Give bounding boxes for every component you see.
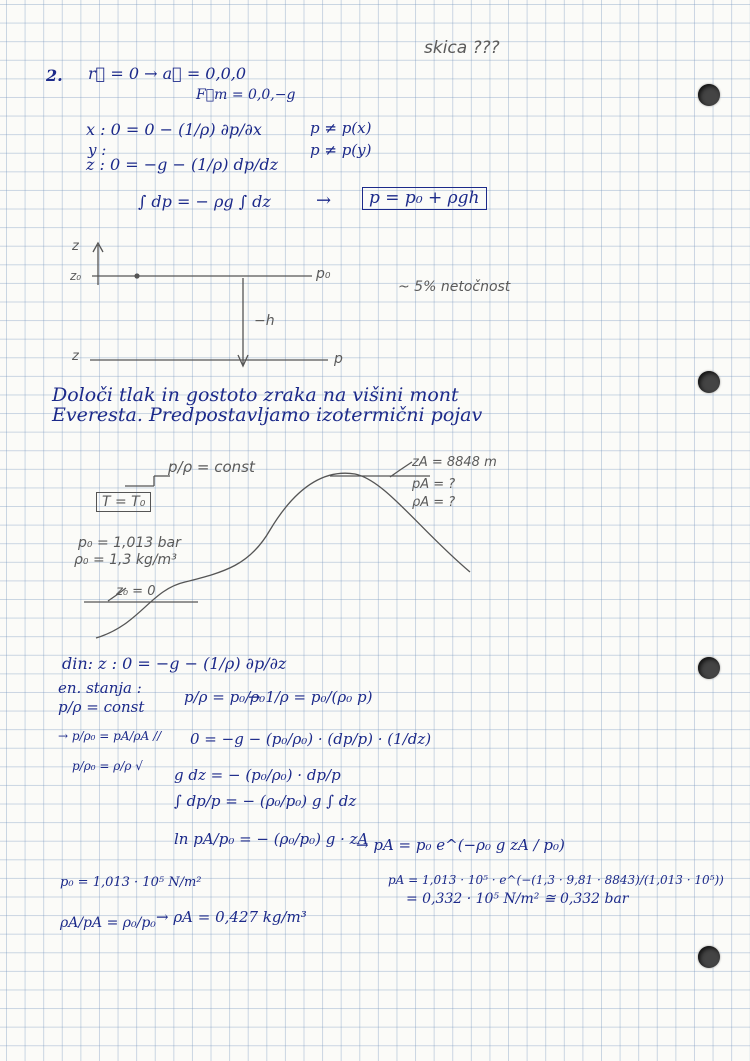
ratio-relation: p/ρ = p₀/ρ₀ [184,688,266,706]
state-equation: p/ρ = const [58,698,145,716]
error-note: ~ 5% netočnost [398,279,511,295]
base-pressure: p₀ = 1,013 bar [78,535,181,551]
isothermal-ratio: p/ρ = const [168,458,255,476]
state-equation-label: en. stanja : [58,679,142,697]
y-label: y : [88,141,107,159]
density-relation: ρA/pA = ρ₀/p₀ [60,915,156,931]
exponential-result: → pA = p₀ e^(−ρ₀ g zA / p₀) [356,836,565,854]
z-label: z [72,349,79,364]
peak-pressure: pA = ? [412,477,456,492]
integral-equation: ∫ dp = − ρg ∫ dz [138,192,271,211]
separated-equation: g dz = − (p₀/ρ₀) · dp/p [174,766,341,784]
dynamic-equation-z: din: z : 0 = −g − (1/ρ) ∂p/∂z [62,654,287,673]
substituted-equation: 0 = −g − (p₀/ρ₀) · (dp/p) · (1/dz) [190,730,432,748]
result-arrow: → [316,190,332,211]
density-result: → ρA = 0,427 kg/m³ [156,908,307,926]
z-equation: z : 0 = −g − (1/ρ) dp/dz [86,155,279,174]
z-axis-label: z [72,239,79,254]
peak-height: zA = 8848 m [412,455,497,470]
base-height: z₀ = 0 [116,584,156,599]
sketch-label: skica ??? [424,38,500,58]
x-equation: x : 0 = 0 − (1/ρ) ∂p/∂x [86,120,262,139]
task-line-2: Everesta. Predpostavljamo izotermični pojav [52,404,483,426]
side-note-1: → p/ρ₀ = pA/ρA // [58,729,162,743]
problem-number: 2. [46,66,63,85]
x-result: p ≠ p(x) [310,119,372,137]
pA-result: = 0,332 · 10⁵ N/m² ≅ 0,332 bar [406,891,629,907]
task-line-1: Določi tlak in gostoto zraka na višini mont [52,384,459,406]
z0-label: z₀ [70,269,82,283]
p0-label: p₀ [316,266,331,282]
side-note-2: p/ρ₀ = ρ/ρ √ [72,759,143,773]
y-result: p ≠ p(y) [310,141,372,159]
boxed-result: p = p₀ + ρgh [362,187,487,210]
log-equation: ln pA/p₀ = − (ρ₀/p₀) g · zA [174,830,369,848]
p0-value: p₀ = 1,013 · 10⁵ N/m² [60,875,202,890]
inverse-density-relation: → 1/ρ = p₀/(ρ₀ p) [248,688,373,706]
peak-density: ρA = ? [412,495,456,510]
problem-line-1: r⃗ = 0 → a⃗ = 0,0,0 [88,64,247,83]
minus-h-label: −h [254,313,275,329]
temperature-box: T = T₀ [96,492,151,512]
problem-line-2: F⃗m = 0,0,−g [196,87,296,103]
pA-calculation: pA = 1,013 · 10⁵ · e^(−(1,3 · 9,81 · 8843)/(1,013 · 10⁵)) [388,873,724,887]
integrated-equation: ∫ dp/p = − (ρ₀/p₀) g ∫ dz [174,792,357,810]
p-label: p [334,351,343,367]
base-density: ρ₀ = 1,3 kg/m³ [74,552,177,568]
